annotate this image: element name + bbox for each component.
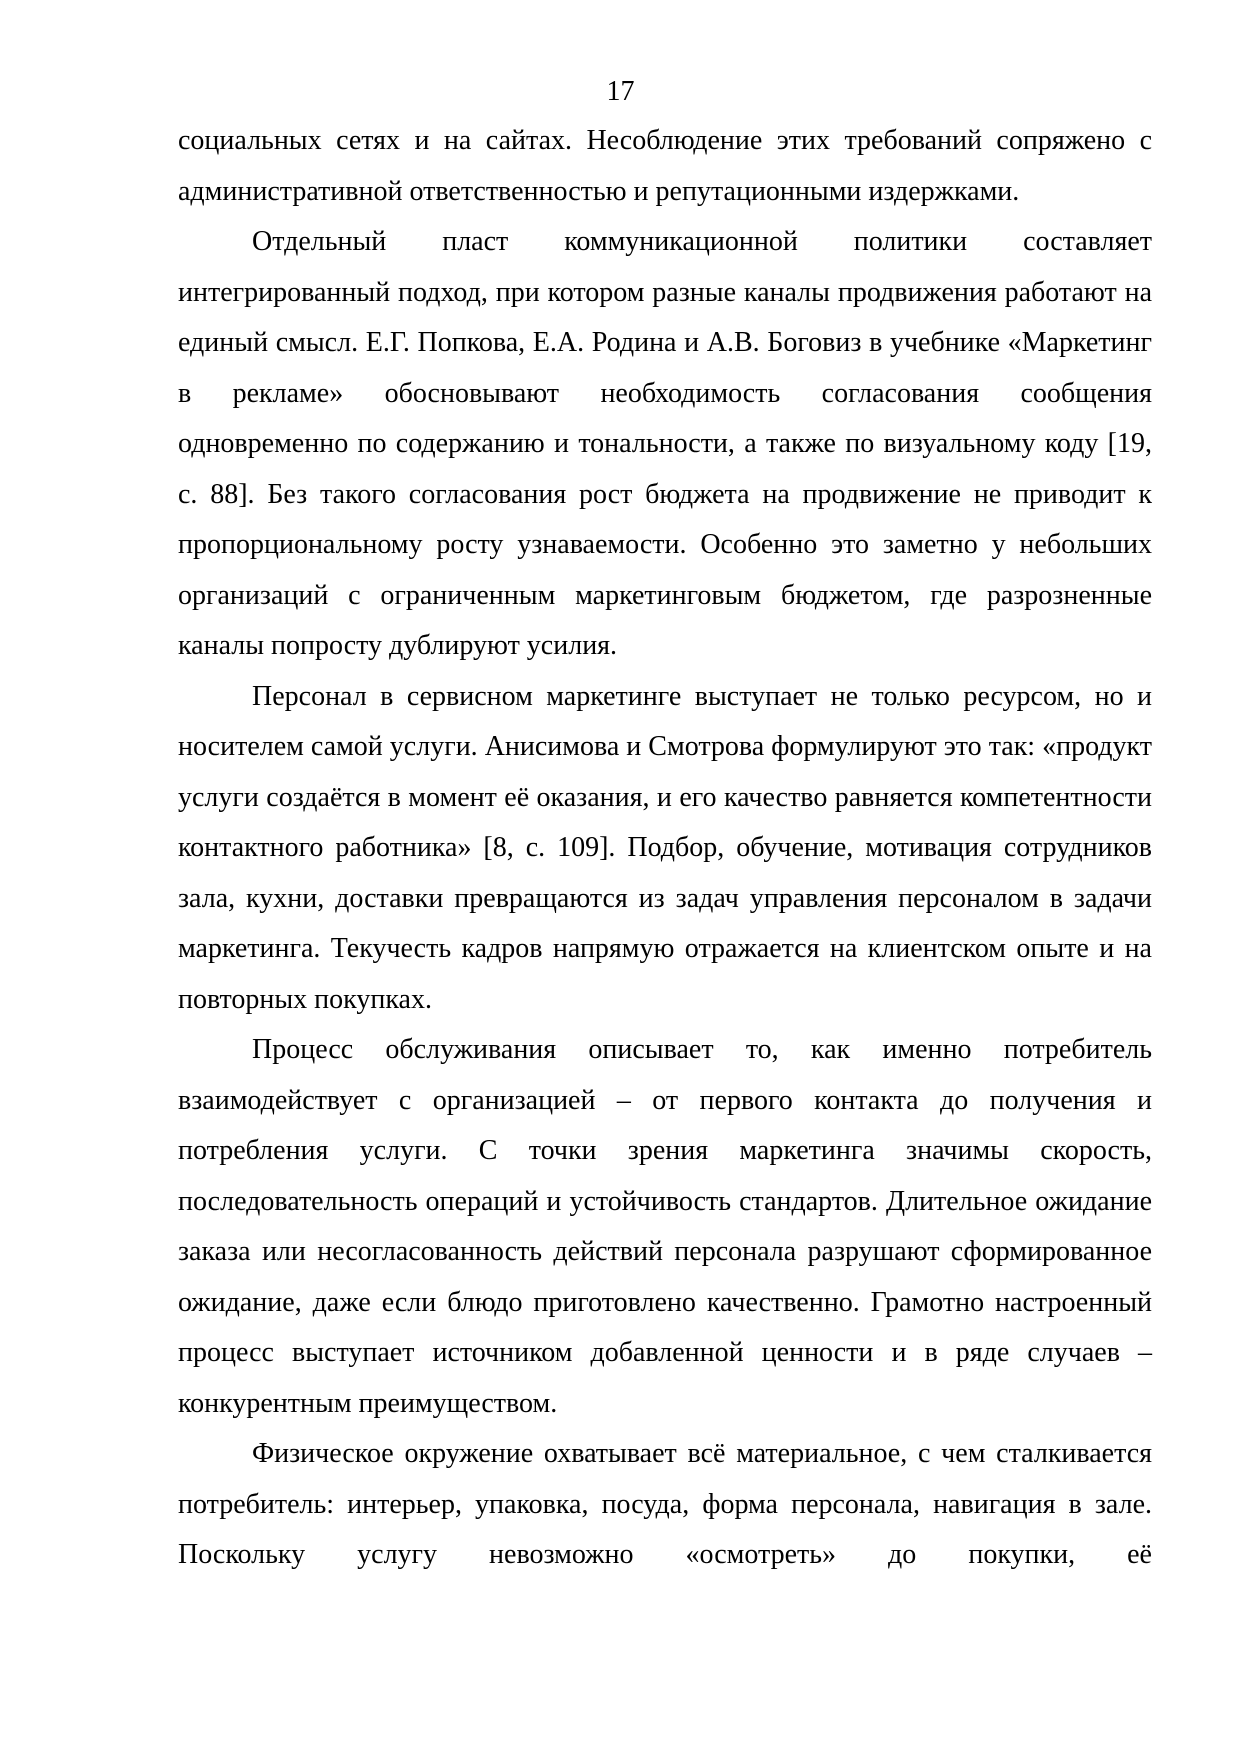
paragraph-physical-environment: Физическое окружение охватывает всё материальное, с чем сталкивается потребитель: интерьер, упаковка, посуда, форма персонала, навигация в зале. Поскольку услугу невозможно «осмотреть» до покупки, её [178, 1438, 1152, 1570]
paragraph-service-process: Процесс обслуживания описывает то, как именно потребитель взаимодействует с организацией – от первого контакта до получения и потребления услуги. С точки зрения маркетинга значимы скорость, последовательность операций и устойчивость стандартов. Длительное ожидание заказа или несогласованность действий персонала разрушают сформированное ожидание, даже если блюдо приготовлено качественно. Грамотно настроенный процесс выступает источником добавленной ценности и в ряде случаев – конкурентным преимуществом. [178, 1034, 1152, 1419]
paragraph-integrated-communications: Отдельный пласт коммуникационной политики составляет интегрированный подход, при котором разные каналы продвижения работают на единый смысл. Е.Г. Попкова, Е.А. Родина и А.В. Боговиз в учебнике «Маркетинг в рекламе» обосновывают необходимость согласования сообщения одновременно по содержанию и тональности, а также по визуальному коду [19, с. 88]. Без такого согласования рост бюджета на продвижение не приводит к пропорциональному росту узнаваемости. Особенно это заметно у небольших организаций с ограниченным маркетинговым бюджетом, где разрозненные каналы попросту дублируют усилия. [178, 226, 1152, 661]
page-number: 17 [606, 76, 635, 107]
text-body [178, 116, 1152, 1581]
paragraph-personnel: Персонал в сервисном маркетинге выступает не только ресурсом, но и носителем самой услуги. Анисимова и Смотрова формулируют это так: «продукт услуги создаётся в момент её оказания, и его качество равняется компетентности контактного работника» [8, с. 109]. Подбор, обучение, мотивация сотрудников зала, кухни, доставки превращаются из задач управления персоналом в задачи маркетинга. Текучесть кадров напрямую отражается на клиентском опыте и на повторных покупках. [178, 680, 1152, 1015]
paragraph-continuation: социальных сетях и на сайтах. Несоблюдение этих требований сопряжено с административной ответственностью и репутационными издержками. [178, 125, 1152, 207]
